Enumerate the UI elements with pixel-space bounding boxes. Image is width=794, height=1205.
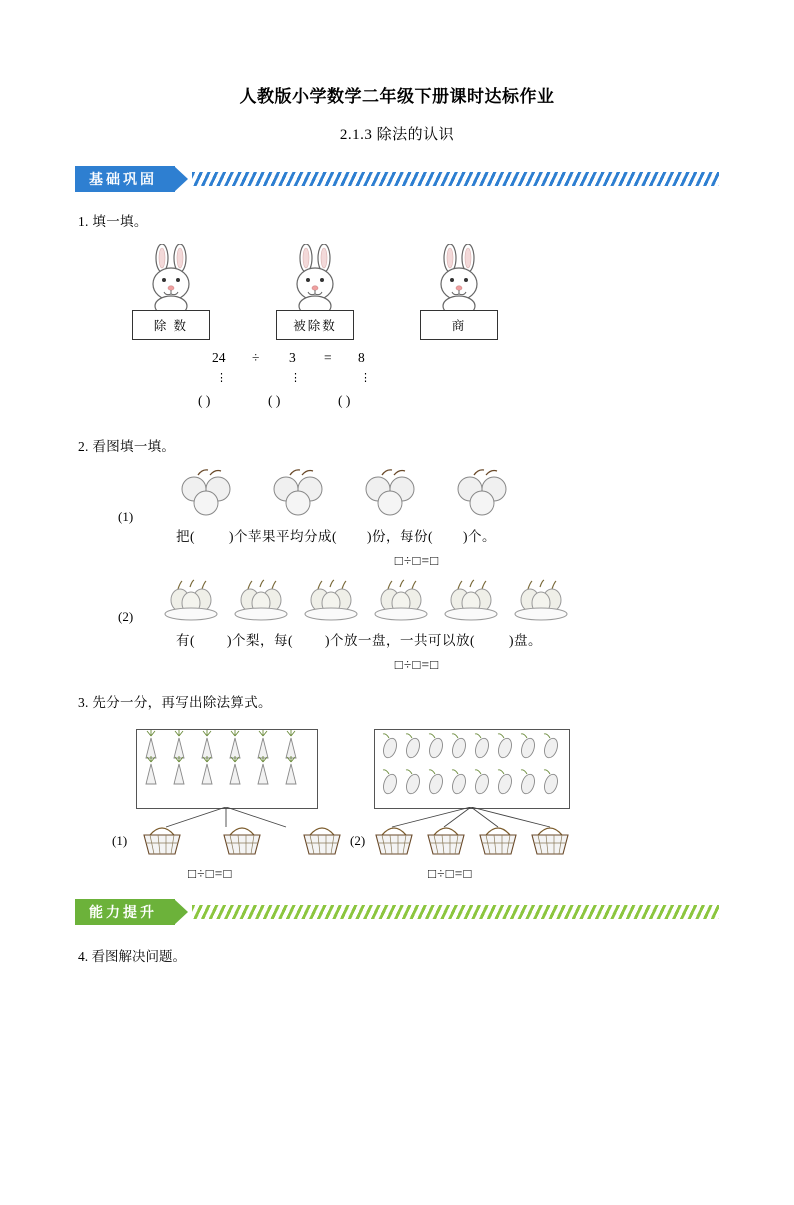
- rabbit-row: [128, 244, 794, 340]
- basket-icon: [300, 821, 344, 857]
- term-box-quotient: 商: [420, 310, 498, 340]
- page-subtitle: 2.1.3 除法的认识: [339, 127, 455, 143]
- rabbit-block: [272, 244, 358, 340]
- vertical-dots: ⋮: [289, 371, 301, 384]
- sentence-part-2: )个苹果平均分成(: [229, 529, 337, 544]
- rabbit-icon: [136, 244, 206, 316]
- basket-icon: [528, 821, 572, 857]
- q1-number: 1.: [78, 214, 89, 229]
- q1-equation: [0, 350, 794, 370]
- question-3-text: [78, 691, 794, 711]
- basket-icon: [476, 821, 520, 857]
- basket-icon: [220, 821, 264, 857]
- q2-label: 看图填一填。: [92, 439, 176, 454]
- q3-sub1-equation[interactable]: □÷□=□: [188, 866, 233, 881]
- vertical-dots: ⋮: [359, 371, 371, 384]
- blank-quotient[interactable]: ( ): [338, 393, 351, 408]
- page-title: 人教版小学数学二年级下册课时达标作业: [239, 87, 555, 106]
- basket-row-1: [140, 821, 344, 857]
- blank-divisor[interactable]: ( ): [198, 393, 211, 408]
- pear-plates: [160, 579, 794, 621]
- q4-label: 看图解决问题。: [91, 949, 186, 964]
- pear-plate-icon: [160, 579, 222, 621]
- q2-number: 2.: [78, 439, 89, 454]
- apple-group-icon: [360, 467, 420, 517]
- sentence-part-1: 把(: [176, 529, 195, 544]
- q1-label: 填一填。: [92, 214, 148, 229]
- q3-sub2-equation[interactable]: □÷□=□: [428, 866, 473, 881]
- q2-sub2-label: (2): [118, 609, 134, 624]
- pear-plate-icon: [370, 579, 432, 621]
- equation-quotient: 8: [358, 350, 365, 365]
- sentence-part-3: )份，每份(: [367, 529, 433, 544]
- apple-groups: [176, 467, 794, 517]
- equation-equals: =: [324, 350, 332, 365]
- banner-arrow-icon: [174, 166, 188, 192]
- sentence-part-4: )盘。: [509, 633, 542, 648]
- banner-arrow-icon: [174, 899, 188, 925]
- question-4-text: [78, 945, 794, 965]
- term-box-dividend: 被除数: [276, 310, 354, 340]
- sentence-part-2: )个梨，每(: [227, 633, 293, 648]
- term-box-divisor: 除 数: [132, 310, 210, 340]
- worksheet-page: [0, 82, 794, 1205]
- basket-icon: [140, 821, 184, 857]
- carrot-box: [136, 729, 318, 809]
- equation-dividend: 24: [212, 350, 226, 365]
- q2-sub2-equation[interactable]: □÷□=□: [394, 657, 440, 672]
- vertical-dots: ⋮: [215, 371, 227, 384]
- pear-plate-icon: [510, 579, 572, 621]
- banner-stripes: [192, 905, 719, 919]
- q3-sub2-label: (2): [350, 833, 366, 848]
- rabbit-block: [416, 244, 502, 340]
- apple-group-icon: [452, 467, 512, 517]
- q3-sub1-label: (1): [112, 833, 128, 848]
- q3-area: [0, 721, 794, 881]
- apple-group-icon: [176, 467, 236, 517]
- sentence-part-3: )个放一盘，一共可以放(: [325, 633, 475, 648]
- pear-plate-icon: [440, 579, 502, 621]
- basket-icon: [372, 821, 416, 857]
- section-label-basic: 基础巩固: [75, 166, 175, 192]
- q2-sub1-sentence[interactable]: [176, 525, 794, 545]
- sentence-part-4: )个。: [463, 529, 496, 544]
- q2-sub1: [0, 467, 794, 569]
- q3-label: 先分一分，再写出除法算式。: [92, 695, 272, 710]
- pear-plate-icon: [300, 579, 362, 621]
- pear-plate-icon: [230, 579, 292, 621]
- rabbit-icon: [280, 244, 350, 316]
- q1-dots-row: [0, 371, 794, 393]
- basket-row-2: [372, 821, 572, 857]
- banner-stripes: [192, 172, 719, 186]
- q2-sub1-equation[interactable]: □÷□=□: [394, 553, 440, 568]
- sentence-part-1: 有(: [176, 633, 195, 648]
- eggplant-box: [374, 729, 570, 809]
- section-label-advanced: 能力提升: [75, 899, 175, 925]
- carrot-icon-grid: [137, 730, 315, 806]
- apple-group-icon: [268, 467, 328, 517]
- q2-sub2: [0, 579, 794, 673]
- equation-operator: ÷: [252, 350, 260, 365]
- q3-number: 3.: [78, 695, 89, 710]
- equation-divisor: 3: [289, 350, 296, 365]
- section-banner-advanced: [75, 899, 719, 925]
- q2-sub2-sentence[interactable]: [176, 629, 794, 649]
- eggplant-icon-grid: [375, 730, 567, 806]
- section-banner-basic: [75, 166, 719, 192]
- basket-icon: [424, 821, 468, 857]
- blank-dividend[interactable]: ( ): [268, 393, 281, 408]
- q1-blanks-row: [0, 393, 794, 413]
- q2-sub1-label: (1): [118, 509, 134, 524]
- question-2-text: [78, 435, 794, 455]
- q4-number: 4.: [78, 949, 89, 964]
- rabbit-block: [128, 244, 214, 340]
- rabbit-icon: [424, 244, 494, 316]
- question-1-text: [78, 210, 794, 230]
